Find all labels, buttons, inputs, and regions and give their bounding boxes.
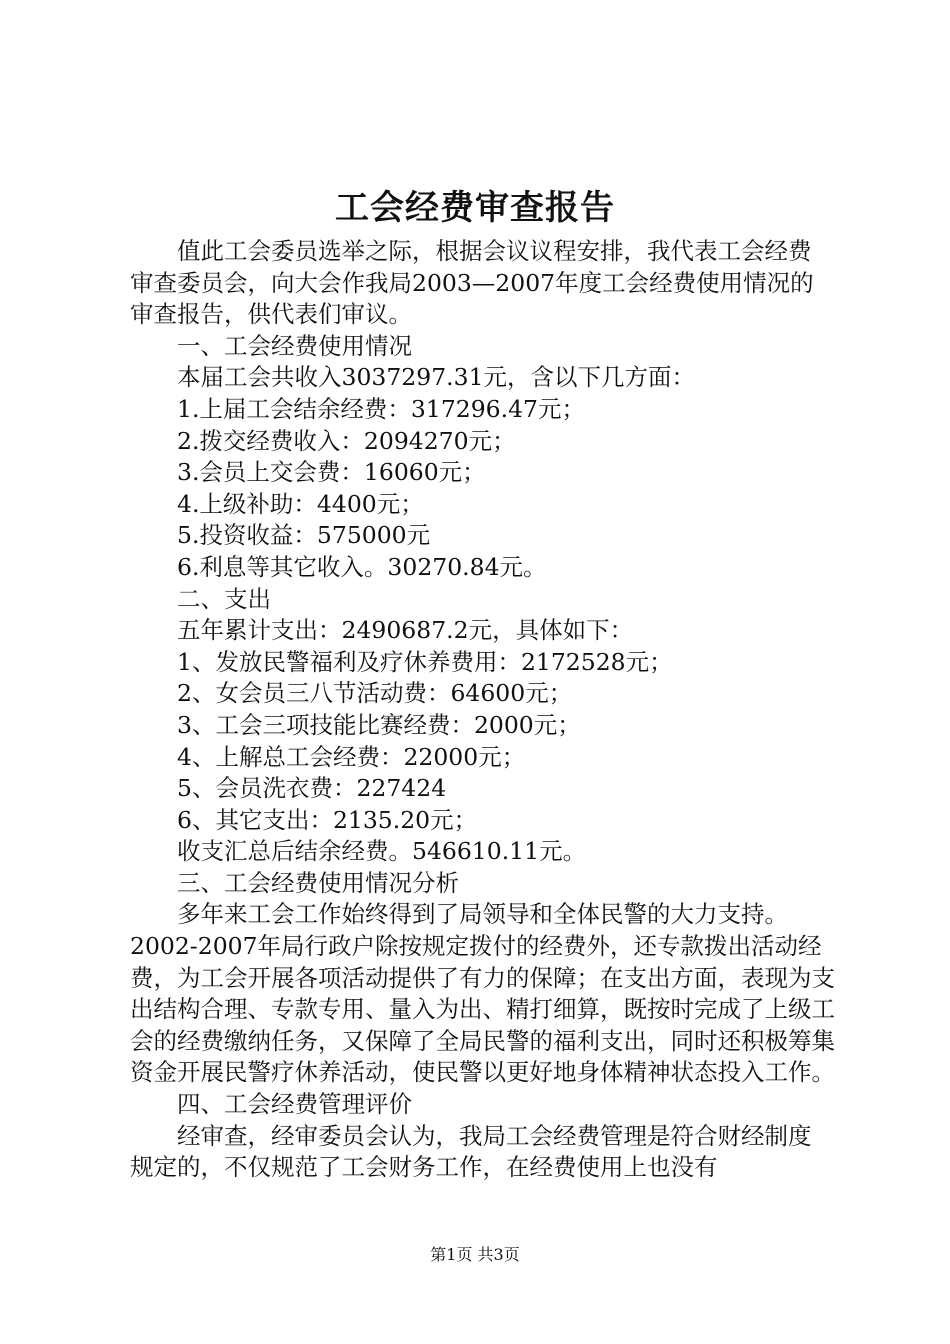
page-title: 工会经费审查报告 xyxy=(335,188,615,228)
section-heading-1: 一、工会经费使用情况 xyxy=(177,331,412,360)
section-heading-3: 三、工会经费使用情况分析 xyxy=(177,868,459,897)
income-item-2: 2.拨交经费收入：2094270元； xyxy=(177,426,516,455)
income-item-1: 1.上届工会结余经费：317296.47元； xyxy=(177,394,586,423)
analysis-paragraph: 多年来工会工作始终得到了局领导和全体民警的大力支持。2002-2007年局行政户除按规定拨付的经费外，还专款拨出活动经费，为工会开展各项活动提供了有力的保障；在支出方面，表现为支出结构合理、专款专用、量入为出、精打细算，既按时完成了上级工会的经费缴纳任务，又保障了全局民警的福利支出，同时还积极筹集资金开展民警疗休养活动，使民警以更好地身体精神状态投入工作。 xyxy=(130,900,835,1087)
income-item-6: 6.利息等其它收入。30270.84元。 xyxy=(177,552,547,581)
income-summary: 本届工会共收入3037297.31元，含以下几方面： xyxy=(177,363,696,392)
expense-summary: 五年累计支出：2490687.2元，具体如下： xyxy=(177,616,634,645)
page-footer: 第1页 共3页 xyxy=(430,1245,520,1264)
document-body xyxy=(130,236,835,1184)
expense-item-2: 2、女会员三八节活动费：64600元； xyxy=(177,679,573,708)
balance-summary: 收支汇总后结余经费。546610.11元。 xyxy=(177,837,587,866)
section-heading-2: 二、支出 xyxy=(177,584,271,613)
expense-item-3: 3、工会三项技能比赛经费：2000元； xyxy=(177,710,581,739)
intro-paragraph: 值此工会委员选举之际，根据会议议程安排，我代表工会经费审查委员会，向大会作我局2003—2007年度工会经费使用情况的审查报告，供代表们审议。 xyxy=(130,237,814,329)
section-heading-4: 四、工会经费管理评价 xyxy=(177,1090,412,1119)
expense-item-4: 4、上解总工会经费：22000元； xyxy=(177,742,526,771)
evaluation-paragraph: 经审查，经审委员会认为，我局工会经费管理是符合财经制度规定的，不仅规范了工会财务工作，在经费使用上也没有 xyxy=(130,1121,812,1182)
expense-item-6: 6、其它支出：2135.20元； xyxy=(177,805,478,834)
expense-item-1: 1、发放民警福利及疗休养费用：2172528元； xyxy=(177,647,673,676)
income-item-5: 5.投资收益：575000元 xyxy=(177,521,431,550)
income-item-3: 3.会员上交会费：16060元； xyxy=(177,458,486,487)
expense-item-5: 5、会员洗衣费：227424 xyxy=(177,774,447,803)
income-item-4: 4.上级补助：4400元； xyxy=(177,489,424,518)
